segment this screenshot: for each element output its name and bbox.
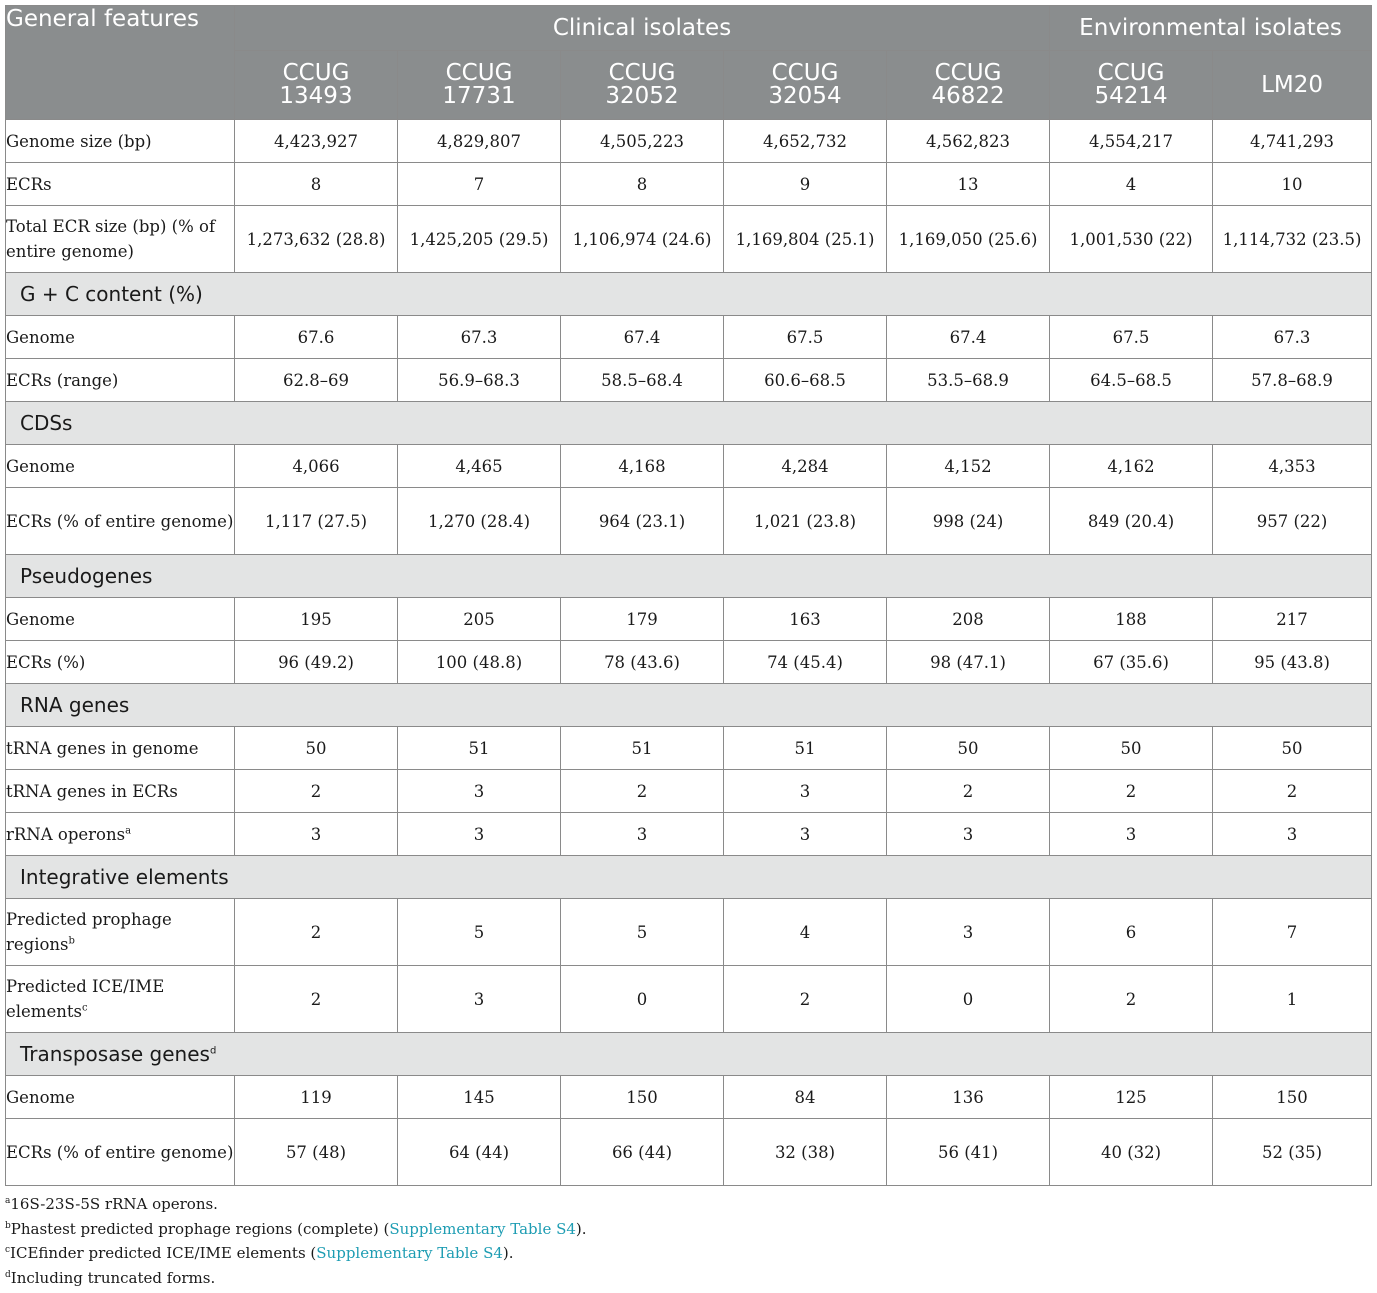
- clinical-isolates-header: Clinical isolates: [235, 6, 1050, 51]
- table-cell: 40 (32): [1050, 1119, 1213, 1186]
- table-cell: 4,829,807: [398, 120, 561, 163]
- table-cell: 52 (35): [1213, 1119, 1372, 1186]
- table-cell: 50: [1050, 727, 1213, 770]
- section-heading: [6, 555, 1372, 598]
- row-label: [6, 727, 235, 770]
- table-cell: 2: [235, 770, 398, 813]
- footnote-text-end: ).: [502, 1244, 514, 1262]
- table-cell: 179: [561, 598, 724, 641]
- row-label-text: ECRs (% of entire genome): [6, 511, 234, 531]
- table-row: [6, 899, 1372, 966]
- isolate-header: [561, 51, 724, 120]
- isolate-name-line2: 13493: [279, 83, 353, 109]
- table-cell: 67.3: [398, 316, 561, 359]
- table-row: [6, 641, 1372, 684]
- footnote-marker: c: [5, 1245, 11, 1255]
- table-cell: 4,162: [1050, 445, 1213, 488]
- table-cell: 50: [235, 727, 398, 770]
- table-cell: 1,270 (28.4): [398, 488, 561, 555]
- table-cell: 7: [1213, 899, 1372, 966]
- table-cell: 1,169,804 (25.1): [724, 206, 887, 273]
- section-heading-text: Pseudogenes: [20, 564, 153, 588]
- table-cell: 3: [398, 813, 561, 856]
- row-label: [6, 359, 235, 402]
- row-label-text: Genome: [6, 327, 75, 347]
- table-cell: 2: [1213, 770, 1372, 813]
- table-cell: 4: [1050, 163, 1213, 206]
- table-cell: 57 (48): [235, 1119, 398, 1186]
- row-label: [6, 488, 235, 555]
- table-cell: 95 (43.8): [1213, 641, 1372, 684]
- table-cell: 0: [561, 966, 724, 1033]
- isolate-header: [887, 51, 1050, 120]
- table-cell: 53.5–68.9: [887, 359, 1050, 402]
- table-cell: 150: [1213, 1076, 1372, 1119]
- table-cell: 9: [724, 163, 887, 206]
- isolate-name-line1: CCUG: [1097, 60, 1165, 86]
- table-cell: 2: [724, 966, 887, 1033]
- section-heading: [6, 684, 1372, 727]
- section-heading-text: Transposase genes: [20, 1042, 210, 1066]
- footnote: [5, 1241, 587, 1266]
- table-cell: 50: [1213, 727, 1372, 770]
- row-label: [6, 770, 235, 813]
- isolate-name-line2: 46822: [931, 83, 1005, 109]
- section-heading: [6, 273, 1372, 316]
- isolate-name-line2: 17731: [442, 83, 516, 109]
- section-heading-text: RNA genes: [20, 693, 130, 717]
- row-label-text: ECRs (range): [6, 370, 119, 390]
- footnotes: [5, 1192, 587, 1290]
- table-cell: 57.8–68.9: [1213, 359, 1372, 402]
- table-cell: 188: [1050, 598, 1213, 641]
- row-label: [6, 1076, 235, 1119]
- footnote-marker: a: [125, 825, 132, 836]
- table-cell: 4,353: [1213, 445, 1372, 488]
- table-cell: 1,021 (23.8): [724, 488, 887, 555]
- row-label-text: Genome size (bp): [6, 131, 152, 151]
- table-cell: 67 (35.6): [1050, 641, 1213, 684]
- genome-features-table: [5, 5, 1372, 1186]
- table-cell: 4,066: [235, 445, 398, 488]
- table-cell: 136: [887, 1076, 1050, 1119]
- isolate-header: [724, 51, 887, 120]
- isolate-name-line1: CCUG: [771, 60, 839, 86]
- table-cell: 1: [1213, 966, 1372, 1033]
- table-cell: 195: [235, 598, 398, 641]
- table-row: [6, 966, 1372, 1033]
- table-cell: 849 (20.4): [1050, 488, 1213, 555]
- row-label: [6, 1119, 235, 1186]
- isolate-header: [1213, 51, 1372, 120]
- section-row: [6, 684, 1372, 727]
- table-cell: 3: [398, 770, 561, 813]
- section-heading: [6, 856, 1372, 899]
- table-cell: 56.9–68.3: [398, 359, 561, 402]
- table-cell: 7: [398, 163, 561, 206]
- table-cell: 2: [1050, 770, 1213, 813]
- table-cell: 74 (45.4): [724, 641, 887, 684]
- isolate-name-line2: 54214: [1094, 83, 1168, 109]
- table-row: [6, 727, 1372, 770]
- isolate-name-line2: 32054: [768, 83, 842, 109]
- isolate-name-line1: CCUG: [282, 60, 350, 86]
- table-cell: 58.5–68.4: [561, 359, 724, 402]
- table-cell: 119: [235, 1076, 398, 1119]
- section-heading: [6, 1033, 1372, 1076]
- table-cell: 51: [724, 727, 887, 770]
- table-cell: 67.5: [1050, 316, 1213, 359]
- table-cell: 1,425,205 (29.5): [398, 206, 561, 273]
- table-cell: 60.6–68.5: [724, 359, 887, 402]
- environmental-isolates-header: Environmental isolates: [1050, 6, 1372, 51]
- row-label-text: ECRs (% of entire genome): [6, 1142, 234, 1162]
- table-cell: 998 (24): [887, 488, 1050, 555]
- isolate-name-line1: LM20: [1261, 71, 1324, 98]
- table-cell: 1,117 (27.5): [235, 488, 398, 555]
- row-label-text: Total ECR size (bp) (% of entire genome): [6, 217, 216, 261]
- row-label-text: tRNA genes in ECRs: [6, 781, 178, 801]
- table-cell: 5: [398, 899, 561, 966]
- footnote-marker: a: [5, 1196, 11, 1206]
- table-row: [6, 163, 1372, 206]
- table-cell: 2: [561, 770, 724, 813]
- table-cell: 8: [561, 163, 724, 206]
- table-row: [6, 316, 1372, 359]
- table-cell: 964 (23.1): [561, 488, 724, 555]
- table-cell: 8: [235, 163, 398, 206]
- row-label-text: tRNA genes in genome: [6, 738, 199, 758]
- table-row: [6, 598, 1372, 641]
- row-label-text: Genome: [6, 1087, 75, 1107]
- table-cell: 10: [1213, 163, 1372, 206]
- row-label-text: ECRs (%): [6, 652, 86, 672]
- section-row: [6, 402, 1372, 445]
- table-cell: 67.5: [724, 316, 887, 359]
- table-row: [6, 359, 1372, 402]
- table-cell: 125: [1050, 1076, 1213, 1119]
- table-row: [6, 120, 1372, 163]
- table-cell: 51: [561, 727, 724, 770]
- row-label: [6, 813, 235, 856]
- table-cell: 217: [1213, 598, 1372, 641]
- section-row: [6, 856, 1372, 899]
- table-cell: 4,284: [724, 445, 887, 488]
- section-row: [6, 273, 1372, 316]
- footnote: [5, 1192, 587, 1217]
- row-label-text: ECRs: [6, 174, 52, 194]
- section-heading: [6, 402, 1372, 445]
- table-cell: 1,169,050 (25.6): [887, 206, 1050, 273]
- section-heading-text: G + C content (%): [20, 282, 203, 306]
- table-cell: 50: [887, 727, 1050, 770]
- table-cell: 145: [398, 1076, 561, 1119]
- section-row: [6, 1033, 1372, 1076]
- table-row: [6, 813, 1372, 856]
- table-cell: 150: [561, 1076, 724, 1119]
- table-cell: 2: [235, 966, 398, 1033]
- table-cell: 64.5–68.5: [1050, 359, 1213, 402]
- section-row: [6, 555, 1372, 598]
- table-cell: 4,652,732: [724, 120, 887, 163]
- table-row: [6, 488, 1372, 555]
- footnote-marker: d: [5, 1269, 11, 1280]
- isolate-name-line1: CCUG: [934, 60, 1002, 86]
- isolate-header: [1050, 51, 1213, 120]
- isolate-header: [398, 51, 561, 120]
- supplementary-table-link[interactable]: Supplementary Table S4: [316, 1244, 503, 1262]
- table-cell: 957 (22): [1213, 488, 1372, 555]
- row-label-text: Genome: [6, 609, 75, 629]
- table-cell: 1,114,732 (23.5): [1213, 206, 1372, 273]
- table-row: [6, 1076, 1372, 1119]
- footnote-text: Including truncated forms.: [10, 1268, 216, 1287]
- row-label-text: Genome: [6, 456, 75, 476]
- row-label: [6, 641, 235, 684]
- section-heading-text: Integrative elements: [20, 865, 229, 889]
- isolate-name-line2: 32052: [605, 83, 679, 109]
- table-cell: 4,152: [887, 445, 1050, 488]
- isolate-name-line1: CCUG: [445, 60, 513, 86]
- row-label-text: Predicted prophage regions: [6, 910, 172, 954]
- table-cell: 3: [887, 813, 1050, 856]
- table-cell: 4,423,927: [235, 120, 398, 163]
- table-cell: 4,505,223: [561, 120, 724, 163]
- footnote: [5, 1217, 587, 1242]
- footnote-text: ICEfinder predicted ICE/IME elements (: [10, 1244, 317, 1262]
- table-cell: 205: [398, 598, 561, 641]
- table-cell: 32 (38): [724, 1119, 887, 1186]
- row-label-text: rRNA operons: [6, 824, 126, 844]
- row-label: [6, 598, 235, 641]
- table-cell: 67.3: [1213, 316, 1372, 359]
- table-cell: 3: [1213, 813, 1372, 856]
- table-cell: 3: [724, 770, 887, 813]
- table-cell: 3: [235, 813, 398, 856]
- table-cell: 2: [1050, 966, 1213, 1033]
- table-cell: 4,562,823: [887, 120, 1050, 163]
- table-cell: 3: [561, 813, 724, 856]
- table-cell: 13: [887, 163, 1050, 206]
- table-cell: 67.6: [235, 316, 398, 359]
- row-label: [6, 316, 235, 359]
- table-cell: 1,001,530 (22): [1050, 206, 1213, 273]
- footnote-marker: d: [209, 1045, 217, 1057]
- table-cell: 64 (44): [398, 1119, 561, 1186]
- header-row-groups: [6, 6, 1372, 51]
- table-cell: 96 (49.2): [235, 641, 398, 684]
- general-features-header: General features: [6, 6, 235, 120]
- table-cell: 100 (48.8): [398, 641, 561, 684]
- table-cell: 0: [887, 966, 1050, 1033]
- table-cell: 51: [398, 727, 561, 770]
- table-cell: 56 (41): [887, 1119, 1050, 1186]
- footnote: [5, 1266, 587, 1291]
- table-cell: 1,106,974 (24.6): [561, 206, 724, 273]
- table-cell: 4: [724, 899, 887, 966]
- footnote-marker: b: [68, 935, 75, 947]
- row-label: [6, 163, 235, 206]
- table-cell: 98 (47.1): [887, 641, 1050, 684]
- table-row: [6, 770, 1372, 813]
- table-cell: 62.8–69: [235, 359, 398, 402]
- table-row: [6, 206, 1372, 273]
- table-cell: 208: [887, 598, 1050, 641]
- table-cell: 2: [887, 770, 1050, 813]
- table-cell: 1,273,632 (28.8): [235, 206, 398, 273]
- table-cell: 4,465: [398, 445, 561, 488]
- table-cell: 84: [724, 1076, 887, 1119]
- table-cell: 5: [561, 899, 724, 966]
- row-label: [6, 899, 235, 966]
- table-cell: 3: [724, 813, 887, 856]
- row-label: [6, 206, 235, 273]
- table-cell: 4,741,293: [1213, 120, 1372, 163]
- table-row: [6, 1119, 1372, 1186]
- table-cell: 67.4: [887, 316, 1050, 359]
- footnote-text-end: ).: [575, 1219, 587, 1238]
- table-cell: 3: [1050, 813, 1213, 856]
- table-cell: 66 (44): [561, 1119, 724, 1186]
- table-cell: 78 (43.6): [561, 641, 724, 684]
- table-cell: 3: [398, 966, 561, 1033]
- footnote-text: Phastest predicted prophage regions (complete) (: [10, 1219, 390, 1238]
- table-row: [6, 445, 1372, 488]
- footnote-marker: c: [81, 1002, 88, 1014]
- row-label-text: Predicted ICE/IME elements: [6, 977, 165, 1021]
- table-cell: 2: [235, 899, 398, 966]
- section-heading-text: CDSs: [20, 411, 73, 435]
- footnote-text: 16S-23S-5S rRNA operons.: [10, 1195, 218, 1213]
- row-label: [6, 120, 235, 163]
- footnote-marker: b: [5, 1220, 11, 1231]
- table-cell: 4,168: [561, 445, 724, 488]
- table-cell: 163: [724, 598, 887, 641]
- isolate-name-line1: CCUG: [608, 60, 676, 86]
- isolate-header: [235, 51, 398, 120]
- table-cell: 67.4: [561, 316, 724, 359]
- table-cell: 3: [887, 899, 1050, 966]
- row-label: [6, 445, 235, 488]
- row-label: [6, 966, 235, 1033]
- table-cell: 4,554,217: [1050, 120, 1213, 163]
- supplementary-table-link[interactable]: Supplementary Table S4: [389, 1219, 576, 1238]
- table-cell: 6: [1050, 899, 1213, 966]
